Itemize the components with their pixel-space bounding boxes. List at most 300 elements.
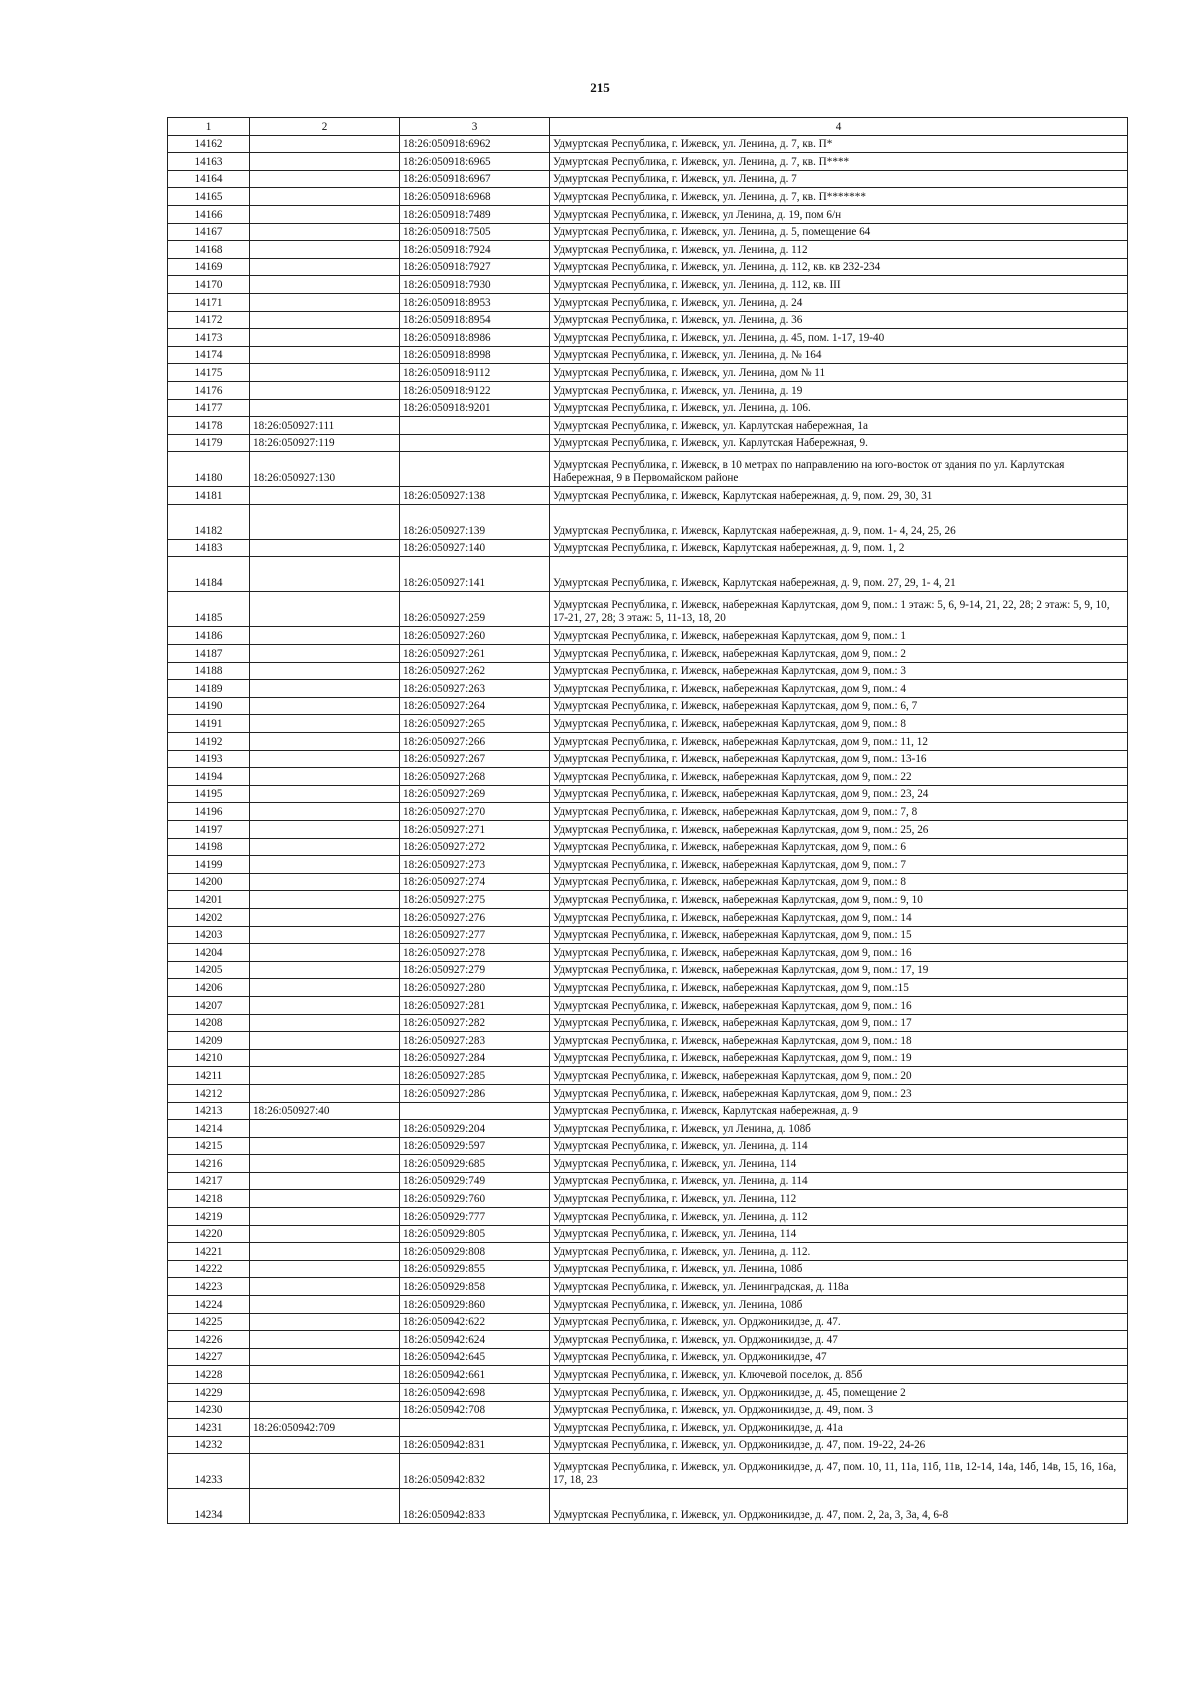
parcel-number-cell xyxy=(250,1489,400,1524)
table-row xyxy=(168,311,1128,329)
row-number-cell: 14192 xyxy=(168,733,250,751)
row-number-cell: 14174 xyxy=(168,346,250,364)
row-number-cell: 14188 xyxy=(168,662,250,680)
parcel-number-cell xyxy=(250,627,400,645)
parcel-number-cell xyxy=(250,504,400,539)
address-cell: Удмуртская Республика, г. Ижевск, набережная Карлутская, дом 9, пом.: 4 xyxy=(550,680,1128,698)
address-cell: Удмуртская Республика, г. Ижевск, ул. Ленина, 114 xyxy=(550,1155,1128,1173)
row-number-cell: 14171 xyxy=(168,293,250,311)
address-cell: Удмуртская Республика, г. Ижевск, ул. Ленина, д. № 164 xyxy=(550,346,1128,364)
parcel-number-cell xyxy=(250,381,400,399)
row-number-cell: 14203 xyxy=(168,926,250,944)
address-cell: Удмуртская Республика, г. Ижевск, ул. Ленина, д. 106. xyxy=(550,399,1128,417)
parcel-number-cell xyxy=(250,1120,400,1138)
table-row xyxy=(168,1032,1128,1050)
row-number-cell: 14227 xyxy=(168,1348,250,1366)
address-cell: Удмуртская Республика, г. Ижевск, ул. Ленина, д. 7, кв. П**** xyxy=(550,153,1128,171)
row-number-cell: 14167 xyxy=(168,223,250,241)
address-cell: Удмуртская Республика, г. Ижевск, ул. Ленина, 108б xyxy=(550,1260,1128,1278)
cadastral-number-cell: 18:26:050918:8986 xyxy=(400,329,550,347)
cadastral-number-cell: 18:26:050918:7924 xyxy=(400,241,550,259)
parcel-number-cell xyxy=(250,680,400,698)
table-row xyxy=(168,1243,1128,1261)
table-row xyxy=(168,1419,1128,1437)
table-row xyxy=(168,1489,1128,1524)
address-cell: Удмуртская Республика, г. Ижевск, ул. Карлутская Набережная, 9. xyxy=(550,434,1128,452)
row-number-cell: 14182 xyxy=(168,504,250,539)
table-row xyxy=(168,592,1128,627)
cadastral-number-cell: 18:26:050929:855 xyxy=(400,1260,550,1278)
table-row xyxy=(168,1313,1128,1331)
table-row xyxy=(168,276,1128,294)
row-number-cell: 14168 xyxy=(168,241,250,259)
row-number-cell: 14163 xyxy=(168,153,250,171)
table-row xyxy=(168,1190,1128,1208)
row-number-cell: 14209 xyxy=(168,1032,250,1050)
table-row xyxy=(168,856,1128,874)
address-cell: Удмуртская Республика, г. Ижевск, ул. Орджоникидзе, д. 47. xyxy=(550,1313,1128,1331)
row-number-cell: 14218 xyxy=(168,1190,250,1208)
row-number-cell: 14165 xyxy=(168,188,250,206)
parcel-number-cell: 18:26:050927:130 xyxy=(250,452,400,487)
table-row xyxy=(168,1067,1128,1085)
row-number-cell: 14177 xyxy=(168,399,250,417)
row-number-cell: 14229 xyxy=(168,1384,250,1402)
address-cell: Удмуртская Республика, г. Ижевск, ул. Ключевой поселок, д. 85б xyxy=(550,1366,1128,1384)
row-number-cell: 14224 xyxy=(168,1296,250,1314)
row-number-cell: 14207 xyxy=(168,996,250,1014)
cadastral-number-cell: 18:26:050918:8954 xyxy=(400,311,550,329)
parcel-number-cell xyxy=(250,1366,400,1384)
address-cell: Удмуртская Республика, г. Ижевск, ул. Ленина, д. 112, кв. кв 232-234 xyxy=(550,258,1128,276)
row-number-cell: 14211 xyxy=(168,1067,250,1085)
cadastral-number-cell: 18:26:050929:204 xyxy=(400,1120,550,1138)
table-row xyxy=(168,346,1128,364)
parcel-number-cell xyxy=(250,1243,400,1261)
table-row xyxy=(168,697,1128,715)
table-row xyxy=(168,293,1128,311)
address-cell: Удмуртская Республика, г. Ижевск, Карлутская набережная, д. 9, пом. 29, 30, 31 xyxy=(550,487,1128,505)
row-number-cell: 14169 xyxy=(168,258,250,276)
parcel-number-cell xyxy=(250,1137,400,1155)
table-row xyxy=(168,399,1128,417)
cadastral-number-cell: 18:26:050942:624 xyxy=(400,1331,550,1349)
parcel-number-cell xyxy=(250,803,400,821)
cadastral-number-cell: 18:26:050927:272 xyxy=(400,838,550,856)
parcel-number-cell xyxy=(250,697,400,715)
parcel-number-cell xyxy=(250,205,400,223)
table-row xyxy=(168,680,1128,698)
cadastral-number-cell: 18:26:050927:280 xyxy=(400,979,550,997)
address-cell: Удмуртская Республика, г. Ижевск, ул. Ленина, д. 114 xyxy=(550,1137,1128,1155)
cadastral-number-cell: 18:26:050927:275 xyxy=(400,891,550,909)
parcel-number-cell xyxy=(250,311,400,329)
row-number-cell: 14196 xyxy=(168,803,250,821)
row-number-cell: 14225 xyxy=(168,1313,250,1331)
address-cell: Удмуртская Республика, г. Ижевск, ул. Ленина, дом № 11 xyxy=(550,364,1128,382)
address-cell: Удмуртская Республика, г. Ижевск, ул. Орджоникидзе, 47 xyxy=(550,1348,1128,1366)
cadastral-number-cell: 18:26:050918:8953 xyxy=(400,293,550,311)
parcel-number-cell xyxy=(250,329,400,347)
cadastral-number-cell: 18:26:050918:6962 xyxy=(400,135,550,153)
address-cell: Удмуртская Республика, г. Ижевск, ул. Ленина, 112 xyxy=(550,1190,1128,1208)
row-number-cell: 14194 xyxy=(168,768,250,786)
parcel-number-cell xyxy=(250,733,400,751)
row-number-cell: 14228 xyxy=(168,1366,250,1384)
parcel-number-cell xyxy=(250,223,400,241)
address-cell: Удмуртская Республика, г. Ижевск, набережная Карлутская, дом 9, пом.: 9, 10 xyxy=(550,891,1128,909)
parcel-number-cell xyxy=(250,856,400,874)
cadastral-number-cell: 18:26:050927:282 xyxy=(400,1014,550,1032)
cadastral-number-cell xyxy=(400,1102,550,1120)
parcel-number-cell xyxy=(250,241,400,259)
table-row xyxy=(168,170,1128,188)
cadastral-number-cell: 18:26:050942:622 xyxy=(400,1313,550,1331)
row-number-cell: 14197 xyxy=(168,821,250,839)
table-row xyxy=(168,926,1128,944)
parcel-number-cell xyxy=(250,1436,400,1454)
cadastral-number-cell xyxy=(400,1419,550,1437)
cadastral-number-cell: 18:26:050929:760 xyxy=(400,1190,550,1208)
address-cell: Удмуртская Республика, г. Ижевск, ул. Карлутская набережная, 1а xyxy=(550,417,1128,435)
parcel-number-cell xyxy=(250,1032,400,1050)
table-row xyxy=(168,1208,1128,1226)
row-number-cell: 14170 xyxy=(168,276,250,294)
row-number-cell: 14216 xyxy=(168,1155,250,1173)
address-cell: Удмуртская Республика, г. Ижевск, ул Ленина, д. 19, пом 6/н xyxy=(550,205,1128,223)
row-number-cell: 14166 xyxy=(168,205,250,223)
row-number-cell: 14200 xyxy=(168,873,250,891)
parcel-number-cell xyxy=(250,1454,400,1489)
table-row xyxy=(168,557,1128,592)
address-cell: Удмуртская Республика, г. Ижевск, набережная Карлутская, дом 9, пом.: 23 xyxy=(550,1084,1128,1102)
address-cell: Удмуртская Республика, г. Ижевск, в 10 метрах по направлению на юго-восток от здания по ул. Карлутская Набережная, 9 в Первомайском районе xyxy=(550,452,1128,487)
table-row xyxy=(168,1260,1128,1278)
row-number-cell: 14198 xyxy=(168,838,250,856)
table-row xyxy=(168,803,1128,821)
parcel-number-cell xyxy=(250,785,400,803)
parcel-number-cell: 18:26:050927:40 xyxy=(250,1102,400,1120)
table-row xyxy=(168,452,1128,487)
parcel-number-cell xyxy=(250,961,400,979)
cadastral-number-cell xyxy=(400,434,550,452)
address-cell: Удмуртская Республика, г. Ижевск, ул. Орджоникидзе, д. 47 xyxy=(550,1331,1128,1349)
cadastral-number-cell: 18:26:050929:805 xyxy=(400,1225,550,1243)
row-number-cell: 14175 xyxy=(168,364,250,382)
cadastral-number-cell xyxy=(400,417,550,435)
row-number-cell: 14193 xyxy=(168,750,250,768)
parcel-number-cell xyxy=(250,557,400,592)
address-cell: Удмуртская Республика, г. Ижевск, ул. Ленина, д. 112. xyxy=(550,1243,1128,1261)
table-row xyxy=(168,662,1128,680)
address-cell: Удмуртская Республика, г. Ижевск, ул. Ленина, д. 19 xyxy=(550,381,1128,399)
cadastral-number-cell: 18:26:050918:9201 xyxy=(400,399,550,417)
cadastral-number-cell: 18:26:050942:645 xyxy=(400,1348,550,1366)
address-cell: Удмуртская Республика, г. Ижевск, набережная Карлутская, дом 9, пом.: 6 xyxy=(550,838,1128,856)
cadastral-number-cell: 18:26:050918:8998 xyxy=(400,346,550,364)
table-row xyxy=(168,1102,1128,1120)
table-row xyxy=(168,1014,1128,1032)
row-number-cell: 14183 xyxy=(168,539,250,557)
address-cell: Удмуртская Республика, г. Ижевск, набережная Карлутская, дом 9, пом.: 7, 8 xyxy=(550,803,1128,821)
table-row xyxy=(168,1278,1128,1296)
cadastral-number-cell: 18:26:050927:265 xyxy=(400,715,550,733)
row-number-cell: 14221 xyxy=(168,1243,250,1261)
table-row xyxy=(168,996,1128,1014)
cadastral-number-cell: 18:26:050927:260 xyxy=(400,627,550,645)
row-number-cell: 14180 xyxy=(168,452,250,487)
address-cell: Удмуртская Республика, г. Ижевск, набережная Карлутская, дом 9, пом.: 7 xyxy=(550,856,1128,874)
table-row xyxy=(168,1120,1128,1138)
parcel-number-cell xyxy=(250,645,400,663)
address-cell: Удмуртская Республика, г. Ижевск, ул. Ленина, д. 7, кв. П* xyxy=(550,135,1128,153)
parcel-number-cell xyxy=(250,1208,400,1226)
parcel-number-cell xyxy=(250,1348,400,1366)
row-number-cell: 14202 xyxy=(168,908,250,926)
address-cell: Удмуртская Республика, г. Ижевск, набережная Карлутская, дом 9, пом.: 8 xyxy=(550,715,1128,733)
cadastral-number-cell: 18:26:050929:685 xyxy=(400,1155,550,1173)
table-row xyxy=(168,153,1128,171)
parcel-number-cell xyxy=(250,539,400,557)
row-number-cell: 14226 xyxy=(168,1331,250,1349)
cadastral-number-cell: 18:26:050927:140 xyxy=(400,539,550,557)
row-number-cell: 14212 xyxy=(168,1084,250,1102)
address-cell: Удмуртская Республика, г. Ижевск, ул. Орджоникидзе, д. 49, пом. 3 xyxy=(550,1401,1128,1419)
parcel-number-cell xyxy=(250,487,400,505)
parcel-number-cell xyxy=(250,1225,400,1243)
cadastral-number-cell: 18:26:050927:267 xyxy=(400,750,550,768)
table-row xyxy=(168,1155,1128,1173)
address-cell: Удмуртская Республика, г. Ижевск, Карлутская набережная, д. 9, пом. 1- 4, 24, 25, 26 xyxy=(550,504,1128,539)
row-number-cell: 14217 xyxy=(168,1172,250,1190)
table-row xyxy=(168,768,1128,786)
address-cell: Удмуртская Республика, г. Ижевск, набережная Карлутская, дом 9, пом.: 15 xyxy=(550,926,1128,944)
table-row xyxy=(168,1454,1128,1489)
parcel-number-cell: 18:26:050927:119 xyxy=(250,434,400,452)
address-cell: Удмуртская Республика, г. Ижевск, ул Ленина, д. 108б xyxy=(550,1120,1128,1138)
parcel-number-cell xyxy=(250,592,400,627)
table-row xyxy=(168,944,1128,962)
address-cell: Удмуртская Республика, г. Ижевск, ул. Ленина, д. 7, кв. П******* xyxy=(550,188,1128,206)
address-cell: Удмуртская Республика, г. Ижевск, набережная Карлутская, дом 9, пом.: 23, 24 xyxy=(550,785,1128,803)
parcel-number-cell xyxy=(250,1014,400,1032)
cadastral-number-cell: 18:26:050927:285 xyxy=(400,1067,550,1085)
parcel-number-cell xyxy=(250,135,400,153)
cadastral-number-cell: 18:26:050927:271 xyxy=(400,821,550,839)
address-cell: Удмуртская Республика, г. Ижевск, ул. Орджоникидзе, д. 41а xyxy=(550,1419,1128,1437)
parcel-number-cell xyxy=(250,258,400,276)
table-row xyxy=(168,205,1128,223)
column-header-2: 2 xyxy=(250,118,400,136)
cadastral-number-cell: 18:26:050929:860 xyxy=(400,1296,550,1314)
row-number-cell: 14208 xyxy=(168,1014,250,1032)
cadastral-number-cell: 18:26:050918:6968 xyxy=(400,188,550,206)
cadastral-number-cell: 18:26:050918:7930 xyxy=(400,276,550,294)
table-row xyxy=(168,364,1128,382)
table-row xyxy=(168,539,1128,557)
cadastral-number-cell: 18:26:050942:708 xyxy=(400,1401,550,1419)
table-row xyxy=(168,1366,1128,1384)
table-row xyxy=(168,715,1128,733)
address-cell: Удмуртская Республика, г. Ижевск, ул. Орджоникидзе, д. 47, пом. 2, 2а, 3, 3а, 4, 6-8 xyxy=(550,1489,1128,1524)
parcel-number-cell xyxy=(250,1331,400,1349)
address-cell: Удмуртская Республика, г. Ижевск, ул. Орджоникидзе, д. 47, пом. 10, 11, 11а, 11б, 11в, 12-14, 14а, 14б, 14в, 15, 16, 16а, 17, 18, 23 xyxy=(550,1454,1128,1489)
cadastral-number-cell: 18:26:050927:266 xyxy=(400,733,550,751)
cadastral-number-cell: 18:26:050929:749 xyxy=(400,1172,550,1190)
cadastral-number-cell: 18:26:050918:9122 xyxy=(400,381,550,399)
parcel-number-cell xyxy=(250,838,400,856)
row-number-cell: 14233 xyxy=(168,1454,250,1489)
parcel-number-cell xyxy=(250,1401,400,1419)
cadastral-number-cell: 18:26:050927:281 xyxy=(400,996,550,1014)
address-cell: Удмуртская Республика, г. Ижевск, ул. Ленина, 114 xyxy=(550,1225,1128,1243)
address-cell: Удмуртская Республика, г. Ижевск, ул. Ленина, д. 114 xyxy=(550,1172,1128,1190)
cadastral-number-cell: 18:26:050929:777 xyxy=(400,1208,550,1226)
parcel-number-cell xyxy=(250,891,400,909)
address-cell: Удмуртская Республика, г. Ижевск, ул. Ленинградская, д. 118а xyxy=(550,1278,1128,1296)
table-row xyxy=(168,1401,1128,1419)
cadastral-number-cell xyxy=(400,452,550,487)
cadastral-number-cell: 18:26:050918:6967 xyxy=(400,170,550,188)
parcel-number-cell xyxy=(250,926,400,944)
parcel-number-cell xyxy=(250,1067,400,1085)
table-row xyxy=(168,750,1128,768)
cadastral-number-cell: 18:26:050927:138 xyxy=(400,487,550,505)
table-row xyxy=(168,1137,1128,1155)
cadastral-number-cell: 18:26:050927:264 xyxy=(400,697,550,715)
address-cell: Удмуртская Республика, г. Ижевск, набережная Карлутская, дом 9, пом.: 19 xyxy=(550,1049,1128,1067)
address-cell: Удмуртская Республика, г. Ижевск, ул. Орджоникидзе, д. 45, помещение 2 xyxy=(550,1384,1128,1402)
address-cell: Удмуртская Республика, г. Ижевск, набережная Карлутская, дом 9, пом.: 17 xyxy=(550,1014,1128,1032)
row-number-cell: 14164 xyxy=(168,170,250,188)
cadastral-number-cell: 18:26:050927:139 xyxy=(400,504,550,539)
address-cell: Удмуртская Республика, г. Ижевск, набережная Карлутская, дом 9, пом.: 20 xyxy=(550,1067,1128,1085)
parcel-number-cell xyxy=(250,1155,400,1173)
row-number-cell: 14172 xyxy=(168,311,250,329)
table-row xyxy=(168,873,1128,891)
cadastral-number-cell: 18:26:050927:141 xyxy=(400,557,550,592)
cadastral-number-cell: 18:26:050927:259 xyxy=(400,592,550,627)
row-number-cell: 14201 xyxy=(168,891,250,909)
parcel-number-cell xyxy=(250,979,400,997)
address-cell: Удмуртская Республика, г. Ижевск, набережная Карлутская, дом 9, пом.: 8 xyxy=(550,873,1128,891)
parcel-number-cell xyxy=(250,944,400,962)
address-cell: Удмуртская Республика, г. Ижевск, Карлутская набережная, д. 9, пом. 27, 29, 1- 4, 21 xyxy=(550,557,1128,592)
table-row xyxy=(168,1296,1128,1314)
cadastral-number-cell: 18:26:050942:833 xyxy=(400,1489,550,1524)
table-body xyxy=(168,135,1128,1524)
parcel-number-cell xyxy=(250,873,400,891)
row-number-cell: 14190 xyxy=(168,697,250,715)
table-row xyxy=(168,241,1128,259)
table-row xyxy=(168,504,1128,539)
address-cell: Удмуртская Республика, г. Ижевск, Карлутская набережная, д. 9 xyxy=(550,1102,1128,1120)
parcel-number-cell xyxy=(250,715,400,733)
row-number-cell: 14186 xyxy=(168,627,250,645)
table-row xyxy=(168,1348,1128,1366)
address-cell: Удмуртская Республика, г. Ижевск, набережная Карлутская, дом 9, пом.: 22 xyxy=(550,768,1128,786)
cadastral-number-cell: 18:26:050927:276 xyxy=(400,908,550,926)
cadastral-number-cell: 18:26:050918:7489 xyxy=(400,205,550,223)
row-number-cell: 14173 xyxy=(168,329,250,347)
table-row xyxy=(168,645,1128,663)
address-cell: Удмуртская Республика, г. Ижевск, набережная Карлутская, дом 9, пом.: 17, 19 xyxy=(550,961,1128,979)
row-number-cell: 14189 xyxy=(168,680,250,698)
parcel-number-cell xyxy=(250,821,400,839)
table-row xyxy=(168,1049,1128,1067)
parcel-number-cell xyxy=(250,346,400,364)
parcel-number-cell xyxy=(250,908,400,926)
row-number-cell: 14199 xyxy=(168,856,250,874)
parcel-number-cell xyxy=(250,1172,400,1190)
table-row xyxy=(168,979,1128,997)
address-cell: Удмуртская Республика, г. Ижевск, ул. Ленина, д. 45, пом. 1-17, 19-40 xyxy=(550,329,1128,347)
row-number-cell: 14179 xyxy=(168,434,250,452)
cadastral-number-cell: 18:26:050918:9112 xyxy=(400,364,550,382)
address-cell: Удмуртская Республика, г. Ижевск, ул. Ленина, д. 36 xyxy=(550,311,1128,329)
row-number-cell: 14215 xyxy=(168,1137,250,1155)
parcel-number-cell xyxy=(250,1278,400,1296)
table-row xyxy=(168,381,1128,399)
cadastral-number-cell: 18:26:050929:597 xyxy=(400,1137,550,1155)
table-row xyxy=(168,329,1128,347)
row-number-cell: 14210 xyxy=(168,1049,250,1067)
row-number-cell: 14176 xyxy=(168,381,250,399)
table-row xyxy=(168,785,1128,803)
parcel-number-cell xyxy=(250,170,400,188)
address-cell: Удмуртская Республика, г. Ижевск, набережная Карлутская, дом 9, пом.: 18 xyxy=(550,1032,1128,1050)
cadastral-number-cell: 18:26:050918:7927 xyxy=(400,258,550,276)
row-number-cell: 14181 xyxy=(168,487,250,505)
table-row xyxy=(168,417,1128,435)
parcel-number-cell xyxy=(250,188,400,206)
row-number-cell: 14178 xyxy=(168,417,250,435)
parcel-number-cell xyxy=(250,1190,400,1208)
cadastral-number-cell: 18:26:050927:269 xyxy=(400,785,550,803)
address-cell: Удмуртская Республика, г. Ижевск, набережная Карлутская, дом 9, пом.: 3 xyxy=(550,662,1128,680)
parcel-number-cell xyxy=(250,768,400,786)
parcel-number-cell xyxy=(250,750,400,768)
parcel-number-cell xyxy=(250,1313,400,1331)
cadastral-number-cell: 18:26:050927:262 xyxy=(400,662,550,680)
table-header xyxy=(168,118,1128,136)
address-cell: Удмуртская Республика, г. Ижевск, набережная Карлутская, дом 9, пом.: 14 xyxy=(550,908,1128,926)
table-row xyxy=(168,733,1128,751)
address-cell: Удмуртская Республика, г. Ижевск, набережная Карлутская, дом 9, пом.: 6, 7 xyxy=(550,697,1128,715)
cadastral-number-cell: 18:26:050927:263 xyxy=(400,680,550,698)
table-row xyxy=(168,1384,1128,1402)
address-cell: Удмуртская Республика, г. Ижевск, ул. Ленина, д. 5, помещение 64 xyxy=(550,223,1128,241)
cadastral-number-cell: 18:26:050927:279 xyxy=(400,961,550,979)
table-row xyxy=(168,891,1128,909)
cadastral-number-cell: 18:26:050918:6965 xyxy=(400,153,550,171)
cadastral-number-cell: 18:26:050942:832 xyxy=(400,1454,550,1489)
parcel-number-cell xyxy=(250,293,400,311)
cadastral-number-cell: 18:26:050927:270 xyxy=(400,803,550,821)
table-row xyxy=(168,1331,1128,1349)
parcel-number-cell xyxy=(250,364,400,382)
cadastral-number-cell: 18:26:050918:7505 xyxy=(400,223,550,241)
table-row xyxy=(168,1084,1128,1102)
row-number-cell: 14191 xyxy=(168,715,250,733)
address-cell: Удмуртская Республика, г. Ижевск, набережная Карлутская, дом 9, пом.: 1 этаж: 5, 6, 9-14, 21, 22, 28; 2 этаж: 5, 9, 10, 17-21, 27, 28; 3 этаж: 5, 11-13, 18, 20 xyxy=(550,592,1128,627)
table-row xyxy=(168,627,1128,645)
cadastral-number-cell: 18:26:050927:261 xyxy=(400,645,550,663)
parcel-number-cell xyxy=(250,276,400,294)
table-row xyxy=(168,1225,1128,1243)
address-cell: Удмуртская Республика, г. Ижевск, набережная Карлутская, дом 9, пом.: 11, 12 xyxy=(550,733,1128,751)
table-row xyxy=(168,1172,1128,1190)
